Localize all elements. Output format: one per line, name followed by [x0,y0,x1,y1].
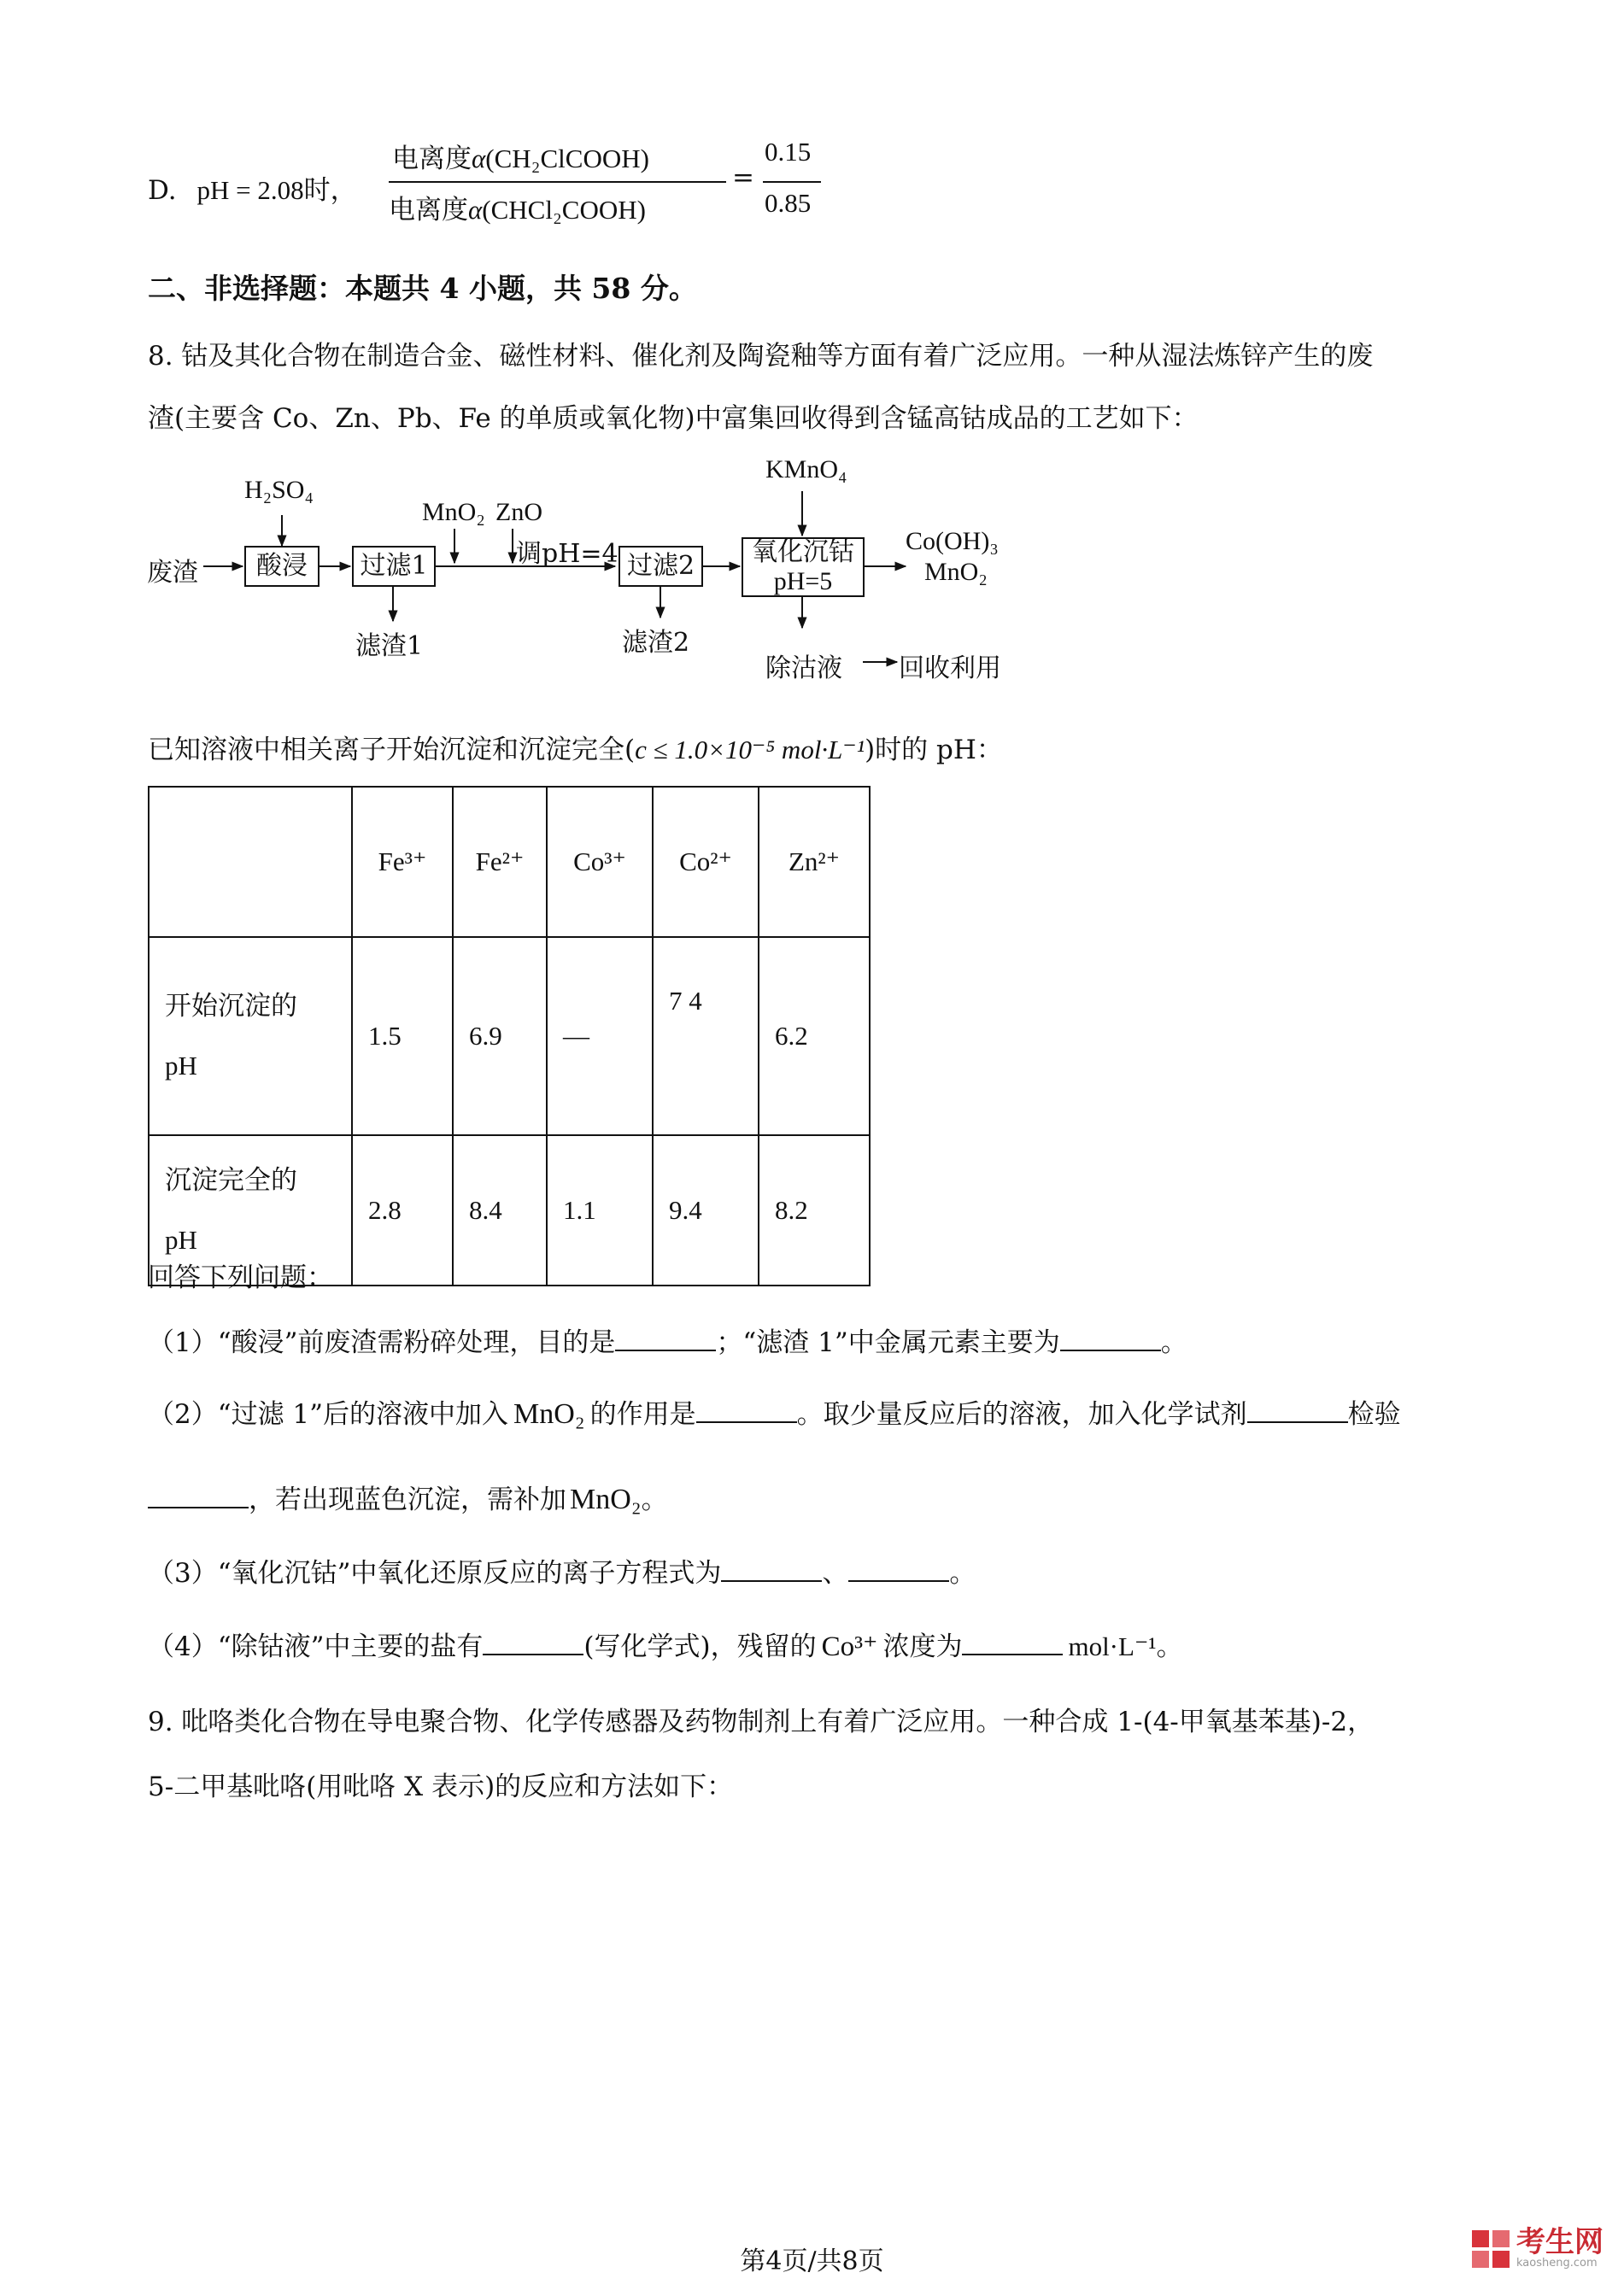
ratio-bar [763,181,821,183]
zno-reagent-label: ZnO [495,498,542,526]
filter1-box: 过滤1 [352,546,436,587]
process-flow-diagram [137,455,1025,683]
answer-blank[interactable] [1247,1399,1348,1423]
acid-reagent-label: H₂SO₄ [244,476,314,504]
ratio-numerator: 0.15 [765,137,812,167]
option-d-label [148,168,357,207]
residue2-label: 滤渣2 [622,628,690,658]
sub-question-3: （3）“氧化沉钴”中氧化还原反应的离子方程式为 、 。 [148,1558,976,1589]
table-cell: — [547,937,653,1135]
filter2-box: 过滤2 [619,546,703,587]
table-cell: 6.2 [759,937,870,1135]
answer-blank[interactable] [962,1631,1063,1655]
sub-question-2-line1: （2）“过滤 1”后的溶液中加入 MnO₂ 的作用是 。取少量反应后的溶液，加入化学试剂 检验 [148,1398,1401,1430]
equals-sign: = [732,162,754,193]
logo-name: 考生网 [1516,2225,1603,2259]
answer-blank[interactable] [615,1327,716,1351]
table-cell: 1.5 [352,937,453,1135]
ph-table [148,786,871,1286]
ion-header: Fe²⁺ [453,787,547,937]
mno2-reagent-label: MnO₂ [422,498,485,526]
ionization-ratio-fraction [389,137,824,231]
q9-stem-line2: 5-二甲基吡咯(用吡咯 X 表示)的反应和方法如下： [148,1772,734,1802]
ion-header: Co³⁺ [547,787,653,937]
ion-header: Fe³⁺ [352,787,453,937]
table-cell: 1.1 [547,1135,653,1286]
product-label-line1: Co(OH)₃ [906,527,999,555]
waste-liquid-label: 除沽液 [765,653,842,683]
table-header-row [149,787,870,937]
table-cell: 8.4 [453,1135,547,1286]
adjust-ph-label: 调pH=4 [516,539,619,569]
known-text-end: )时的 pH： [865,735,1003,765]
q9-stem-line1: 9. 吡咯类化合物在导电聚合物、化学传感器及药物制剂上有着广泛应用。一种合成 1-(4-甲氧基苯基)-2， [148,1707,1375,1737]
answer-blank[interactable] [148,1485,249,1508]
fraction-numerator: 电离度α(CH₂ClCOOH) [392,144,649,174]
sub-question-4: （4）“除钴液”中主要的盐有 (写化学式)，残留的 Co³⁺ 浓度为 mol·L⁻¹。 [148,1631,1183,1662]
logo-icon [1472,2230,1510,2268]
condition-suffix: 时， [303,175,357,206]
row-label: 沉淀完全的 pH [149,1135,352,1286]
answer-blank[interactable] [483,1631,583,1655]
feed-label: 废渣 [147,558,198,588]
table-row [149,937,870,1135]
table-cell: 7 4 [653,937,759,1135]
ratio-denominator: 0.85 [765,188,812,218]
row-label: 开始沉淀的 pH [149,937,352,1135]
sub-question-2-line2: ，若出现蓝色沉淀，需补加 MnO₂。 [148,1478,668,1516]
recycle-label: 回收利用 [899,653,1001,683]
watermark-logo [1472,2225,1603,2270]
fraction-denominator: 电离度α(CHCl₂COOH) [389,195,646,226]
table-corner-cell [149,787,352,937]
answer-intro: 回答下列问题： [148,1262,333,1293]
oxid-step-line2: pH=5 [773,567,833,595]
section-heading: 二、非选择题：本题共 4 小题，共 58 分。 [148,272,697,305]
page-footer: 第4页/共8页 [740,2246,884,2276]
q8-stem-line2: 渣(主要含 Co、Zn、Pb、Fe 的单质或氧化物)中富集回收得到含锰高钴成品的工艺如下： [148,403,1199,434]
table-cell: 9.4 [653,1135,759,1286]
answer-blank[interactable] [721,1558,822,1582]
option-letter: D. [148,175,177,206]
logo-domain: kaosheng.com [1516,2257,1598,2270]
concentration-condition: c ≤ 1.0×10⁻⁵ mol·L⁻¹ [635,735,865,764]
q8-stem-line1: 8. 钴及其化合物在制造合金、磁性材料、催化剂及陶瓷釉等方面有着广泛应用。一种从湿法炼锌产生的废 [148,341,1374,372]
answer-blank[interactable] [1060,1327,1161,1351]
ion-header: Co²⁺ [653,787,759,937]
oxid-step-line1: 氧化沉钴 [752,536,854,567]
table-cell: 2.8 [352,1135,453,1286]
kmno4-reagent-label: KMnO₄ [765,455,847,483]
table-cell: 6.9 [453,937,547,1135]
sub-question-1: （1）“酸浸”前废渣需粉碎处理，目的是 ；“滤渣 1”中金属元素主要为 。 [148,1327,1187,1358]
oxidation-precipitation-box [742,537,865,597]
answer-blank[interactable] [696,1399,797,1423]
ph-condition: pH = 2.08 [196,175,304,205]
known-text: 已知溶液中相关离子开始沉淀和沉淀完全( [148,735,636,765]
table-cell: 8.2 [759,1135,870,1286]
ion-header: Zn²⁺ [759,787,870,937]
product-label-line2: MnO₂ [924,558,988,586]
answer-blank[interactable] [848,1558,949,1582]
fraction-bar [389,181,726,183]
acid-leach-box: 酸浸 [244,546,320,587]
residue1-label: 滤渣1 [355,631,424,661]
known-condition-line [148,728,1003,766]
